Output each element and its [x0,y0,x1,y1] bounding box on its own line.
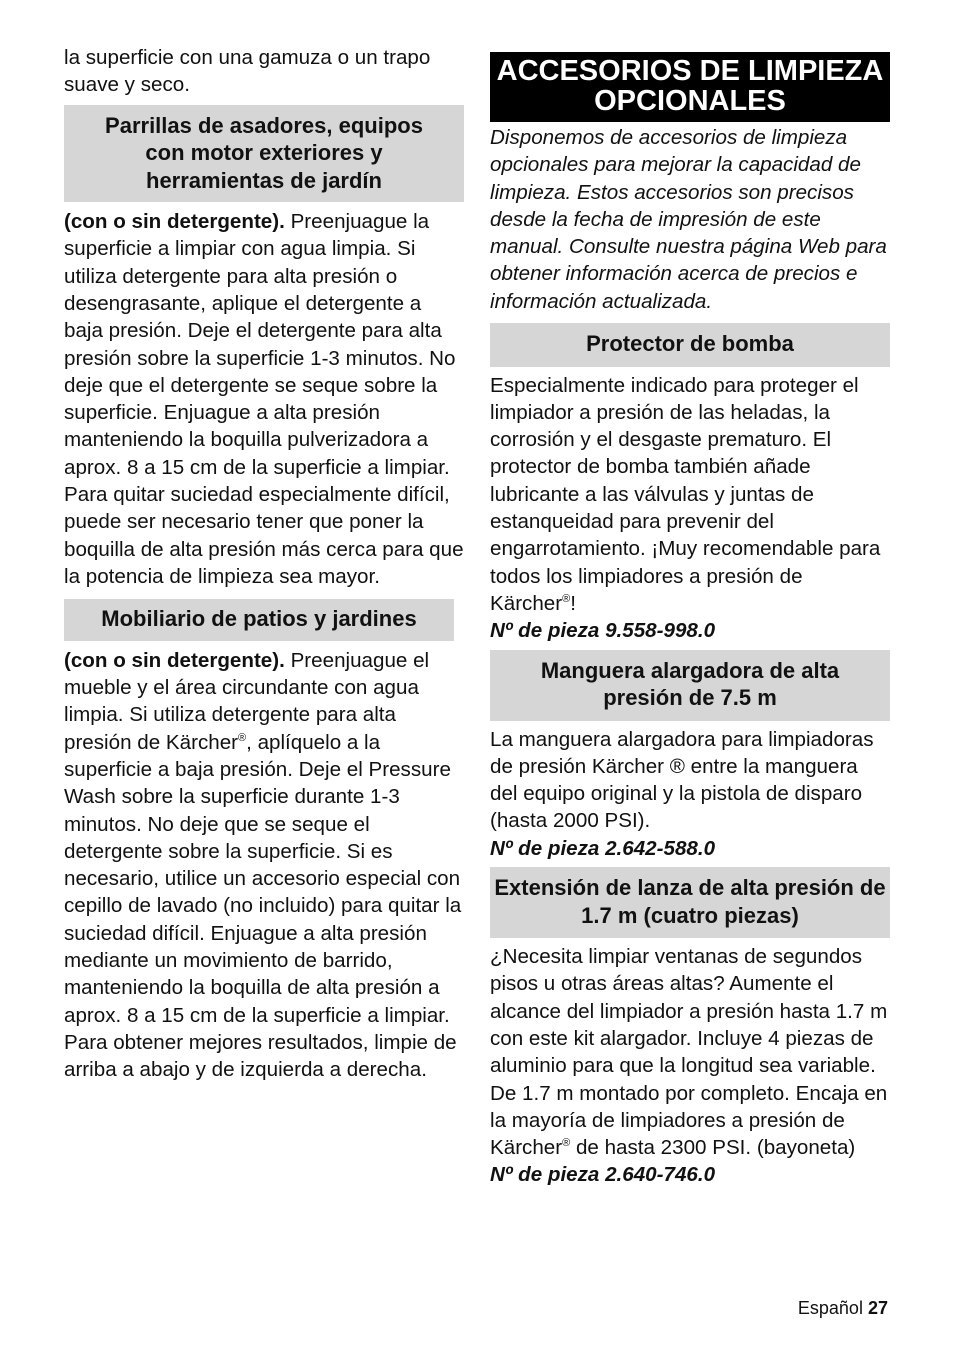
left-column [64,44,464,1084]
part-number: Nº de pieza 2.640-746.0 [490,1163,716,1187]
registered-mark: ® [562,592,571,605]
intro-paragraph: Disponemos de accesorios de limpieza opcionales para mejorar la capacidad de limpieza. Estos accesorios son precisos desde la fecha de impresión de este manual. Consulte nuestra página Web para obtener información acerca de precios e información actualizada. [490,126,887,313]
body-text: , aplíquelo a la superficie a baja presión. Deje el Pressure Wash sobre la superficie durante 1-3 minutos. No deje que se seque el detergente sobre la superficie. Si es necesario, utilice un accesorio especial con cepillo de lavado (no incluido) para quitar la suciedad difícil. Enjuague a alta presión mediante un movimiento de barrido, manteniendo la boquilla de alta presión a aprox. 8 a 15 cm de la superficie a limpiar. Para obtener mejores resultados, limpie de arriba a abajo y de izquierda a derecha. [64,730,462,1082]
page-footer [798,1296,888,1320]
continuation-paragraph: la superficie con una gamuza o un trapo suave y seco. [64,46,431,97]
section-heading-grills: Parrillas de asadores, equipos con motor exteriores y herramientas de jardín [64,105,464,203]
body-text: de hasta 2300 PSI. (bayoneta) [570,1136,856,1160]
part-number: Nº de pieza 9.558-998.0 [490,619,716,643]
item-description-lance-extension [490,943,890,1161]
section-heading-furniture: Mobiliario de patios y jardines [64,599,454,641]
main-heading: ACCESORIOS DE LIMPIEZA OPCIONALES [490,52,890,122]
section-paragraph-furniture [64,647,464,1084]
footer-language: Español [797,1298,863,1318]
body-text: Preenjuague la superficie a limpiar con agua limpia. Si utiliza detergente para alta presión o desengrasante, aplique el detergente a baja presión. Deje el detergente para alta presión sobre la superficie 1-3 minutos. No deje que el detergente se seque sobre la superficie. Enjuague a alta presión manteniendo la boquilla pulverizadora a aprox. 8 a 15 cm de la superficie a limpiar. Para quitar suciedad especialmente difícil, puede ser necesario tener que poner la boquilla de alta presión más cerca para que la potencia de limpieza sea mayor. [64,210,464,588]
item-heading-lance-extension: Extensión de lanza de alta presión de 1.7 m (cuatro piezas) [490,867,890,938]
body-text: ¿Necesita limpiar ventanas de segundos pisos u otras áreas altas? Aumente el alcance del limpiador a presión hasta 1.7 m con este kit alargador. Incluye 4 piezas de aluminio para que la longitud sea variable. De 1.7 m montado por completo. Encaja en la mayoría de limpiadores a presión de Kärcher [490,945,888,1160]
section-paragraph-grills [64,208,464,590]
registered-mark: ® [562,1137,571,1150]
lead-text: (con o sin detergente). [64,648,285,672]
body-text: ! [570,591,576,615]
body-text: Especialmente indicado para proteger el limpiador a presión de las heladas, la corrosión y el desgaste prematuro. El protector de bomba también añade lubricante a las válvulas y juntas de estanqueidad para prevenir del engarrotamiento. ¡Muy recomendable para todos los limpiadores a presión de Kärcher [490,373,881,615]
registered-mark: ® [238,731,247,744]
item-heading-extension-hose: Manguera alargadora de alta presión de 7.5 m [490,650,890,721]
item-description-pump-protector [490,372,890,618]
item-heading-pump-protector: Protector de bomba [490,323,890,367]
right-column [490,52,890,1189]
lead-text: (con o sin detergente). [64,210,285,234]
body-text: Preenjuague el mueble y el área circundante con agua limpia. Si utiliza detergente para alta presión de Kärcher [64,648,430,754]
item-description-extension-hose: La manguera alargadora para limpiadoras de presión Kärcher ® entre la manguera del equipo original y la pistola de disparo (hasta 2000 PSI). [490,727,874,833]
part-number: Nº de pieza 2.642-588.0 [490,836,716,860]
page-number: 27 [867,1298,888,1318]
